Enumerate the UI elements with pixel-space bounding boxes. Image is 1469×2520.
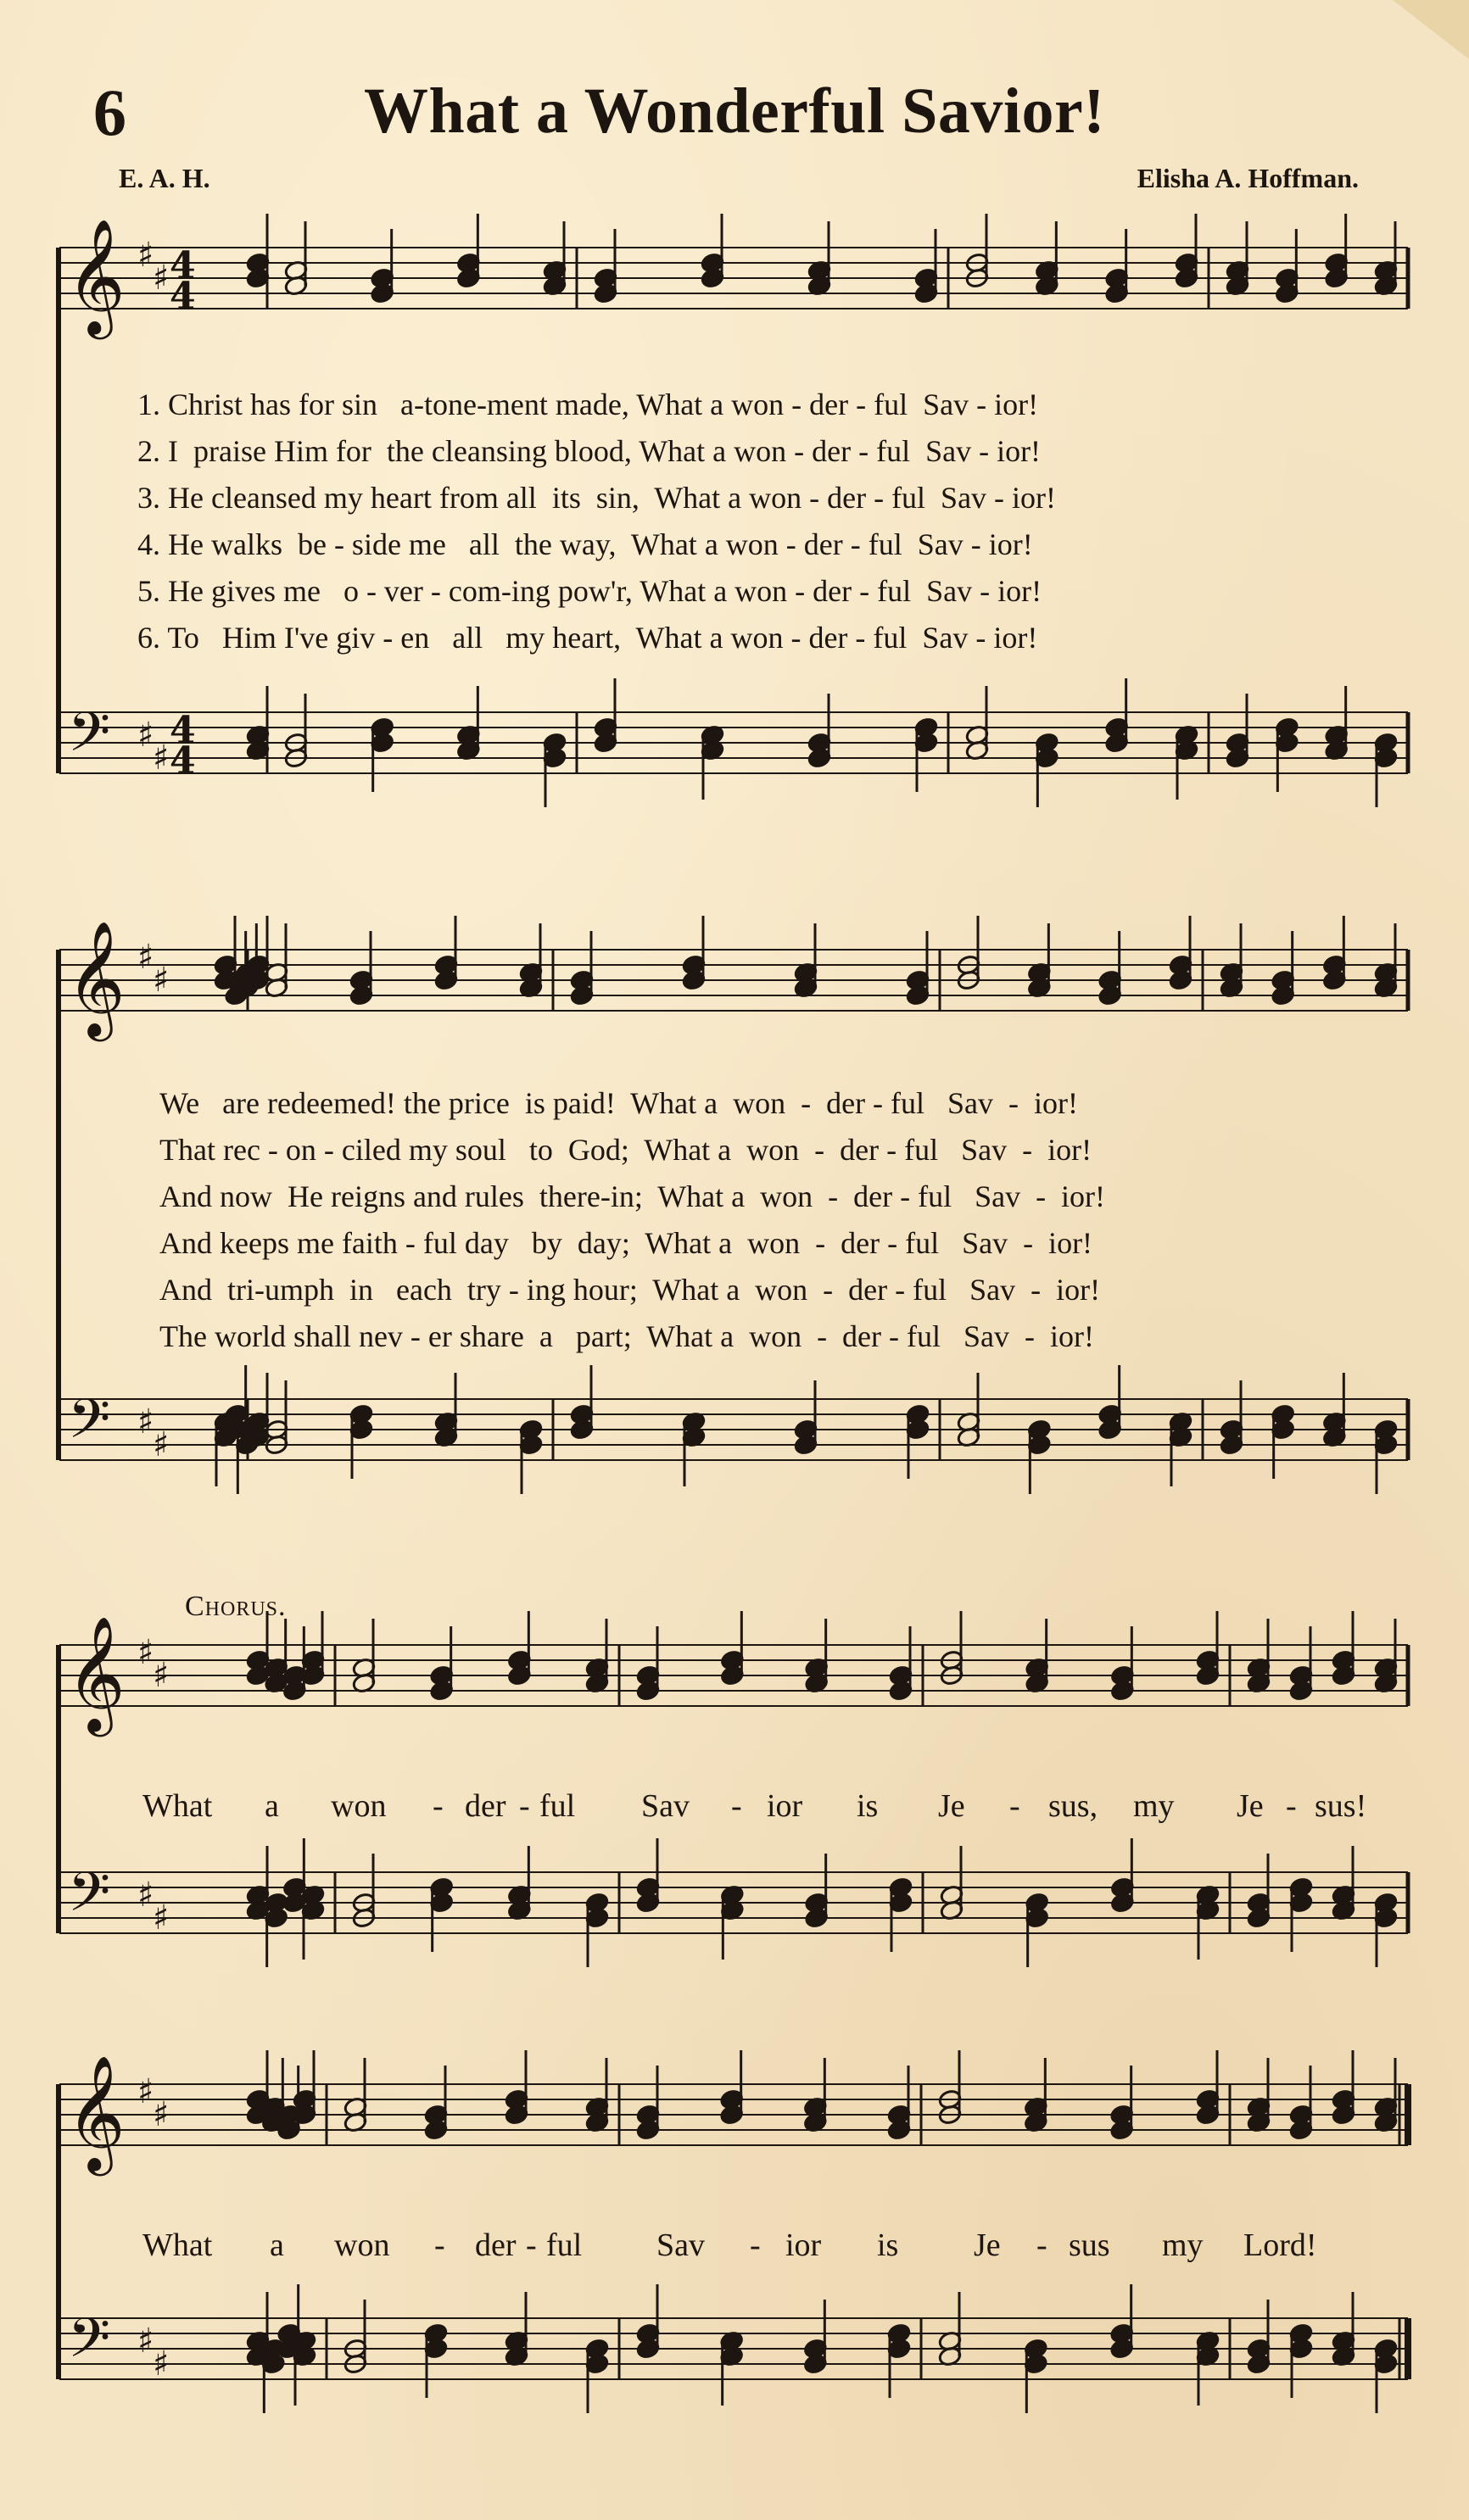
chorus-syllable: What (142, 2227, 213, 2263)
chorus-syllable: - (731, 1788, 742, 1824)
verse-3-line-2: And now He reigns and rules there-in; What a won - der - ful Sav - ior! (159, 1179, 1106, 1213)
sharp-sign: ♯ (137, 2322, 154, 2361)
sharp-sign: ♯ (137, 2072, 154, 2111)
chorus-syllable: Je (938, 1788, 965, 1824)
sharp-sign: ♯ (137, 1876, 154, 1915)
sharp-sign: ♯ (137, 1402, 154, 1441)
chorus-syllable: my (1162, 2227, 1204, 2263)
sharp-sign: ♯ (153, 739, 170, 778)
sharp-sign: ♯ (137, 236, 154, 275)
sharp-sign: ♯ (153, 259, 170, 298)
sharp-sign: ♯ (153, 1656, 170, 1695)
verse-1-line-1: 1. Christ has for sin a-tone-ment made, What a won - der - ful Sav - ior! (137, 387, 1039, 421)
chorus-syllable: - (1009, 1788, 1020, 1824)
chorus-syllable: - (526, 2227, 537, 2263)
hymn-number: 6 (93, 75, 126, 149)
chorus-syllable: - (750, 2227, 761, 2263)
chorus-syllable: der (475, 2227, 517, 2263)
chorus-label: Chorus. (185, 1591, 287, 1622)
verse-5-line-1: 5. He gives me o - ver - com-ing pow'r, What a won - der - ful Sav - ior! (137, 574, 1042, 608)
sharp-sign: ♯ (137, 716, 154, 755)
chorus-syllable: - (433, 1788, 444, 1824)
chorus-syllable: ful (546, 2227, 583, 2263)
chorus-syllable: won (331, 1788, 387, 1824)
chorus-syllable: sus, (1048, 1788, 1098, 1824)
time-signature-numerator: 4 (170, 709, 196, 752)
sharp-sign: ♯ (153, 961, 170, 1000)
chorus-syllable: won (334, 2227, 390, 2263)
chorus-syllable: - (1286, 1788, 1297, 1824)
hymn-title: What a Wonderful Savior! (363, 75, 1106, 147)
system-bracket (56, 2084, 61, 2379)
verse-1-line-2: We are redeemed! the price is paid! What a won - der - ful Sav - ior! (159, 1086, 1079, 1120)
verse-2-line-2: That rec - on - ciled my soul to God; What a won - der - ful Sav - ior! (159, 1133, 1092, 1167)
treble-clef: 𝄞 (66, 919, 126, 1036)
chorus-syllable: a (265, 1788, 279, 1824)
chorus-syllable: ior (785, 2227, 822, 2263)
verse-2-line-1: 2. I praise Him for the cleansing blood, What a won - der - ful Sav - ior! (137, 434, 1042, 468)
chorus-syllable: - (434, 2227, 445, 2263)
chorus-syllable: der (465, 1788, 506, 1824)
chorus-syllable: sus (1069, 2227, 1110, 2263)
chorus-syllable: Sav (641, 1788, 690, 1824)
sharp-sign: ♯ (153, 1898, 170, 1937)
chorus-syllable: - (1036, 2227, 1047, 2263)
system-bracket (56, 1645, 61, 1933)
chorus-syllable: is (857, 1788, 879, 1824)
verse-5-line-2: And tri-umph in each try - ing hour; What a won - der - ful Sav - ior! (159, 1273, 1101, 1307)
chorus-syllable: ful (539, 1788, 576, 1824)
sharp-sign: ♯ (153, 2344, 170, 2383)
chorus-syllable: my (1133, 1788, 1175, 1824)
bass-clef: 𝄢 (68, 1388, 111, 1464)
treble-clef: 𝄞 (66, 2054, 126, 2171)
verse-3-line-1: 3. He cleansed my heart from all its sin, What a won - der - ful Sav - ior! (137, 481, 1057, 515)
treble-clef: 𝄞 (66, 1614, 126, 1731)
time-signature-numerator: 4 (170, 244, 196, 287)
chorus-syllable: Je (974, 2227, 1001, 2263)
chorus-syllable: sus! (1315, 1788, 1367, 1824)
composer-initials: E. A. H. (119, 163, 210, 193)
treble-clef: 𝄞 (66, 217, 126, 334)
chorus-syllable: Je (1237, 1788, 1264, 1824)
time-signature-denominator: 4 (170, 739, 196, 783)
sharp-sign: ♯ (137, 1633, 154, 1672)
chorus-syllable: What (142, 1788, 213, 1824)
bass-clef: 𝄢 (68, 1861, 111, 1937)
chorus-syllable: Sav (656, 2227, 705, 2263)
verse-6-line-2: The world shall nev - er share a part; What a won - der - ful Sav - ior! (159, 1319, 1094, 1353)
time-signature-denominator: 4 (170, 275, 196, 318)
author-name: Elisha A. Hoffman. (1137, 163, 1359, 193)
bass-clef: 𝄢 (68, 2307, 111, 2383)
verse-6-line-1: 6. To Him I've giv - en all my heart, What a won - der - ful Sav - ior! (137, 621, 1038, 655)
sharp-sign: ♯ (137, 938, 154, 977)
sharp-sign: ♯ (153, 1425, 170, 1464)
chorus-syllable: Lord! (1243, 2227, 1317, 2263)
verse-4-line-2: And keeps me faith - ful day by day; What a won - der - ful Sav - ior! (159, 1226, 1093, 1260)
chorus-syllable: is (877, 2227, 899, 2263)
verse-4-line-1: 4. He walks be - side me all the way, What a won - der - ful Sav - ior! (137, 527, 1033, 561)
chorus-syllable: ior (767, 1788, 803, 1824)
sharp-sign: ♯ (153, 2095, 170, 2134)
end-barline (1405, 2318, 1411, 2379)
chorus-syllable: - (519, 1788, 530, 1824)
system-bracket (56, 950, 61, 1460)
bass-clef: 𝄢 (68, 701, 111, 778)
end-barline (1405, 2084, 1411, 2145)
system-bracket (56, 248, 61, 773)
chorus-syllable: a (270, 2227, 284, 2263)
